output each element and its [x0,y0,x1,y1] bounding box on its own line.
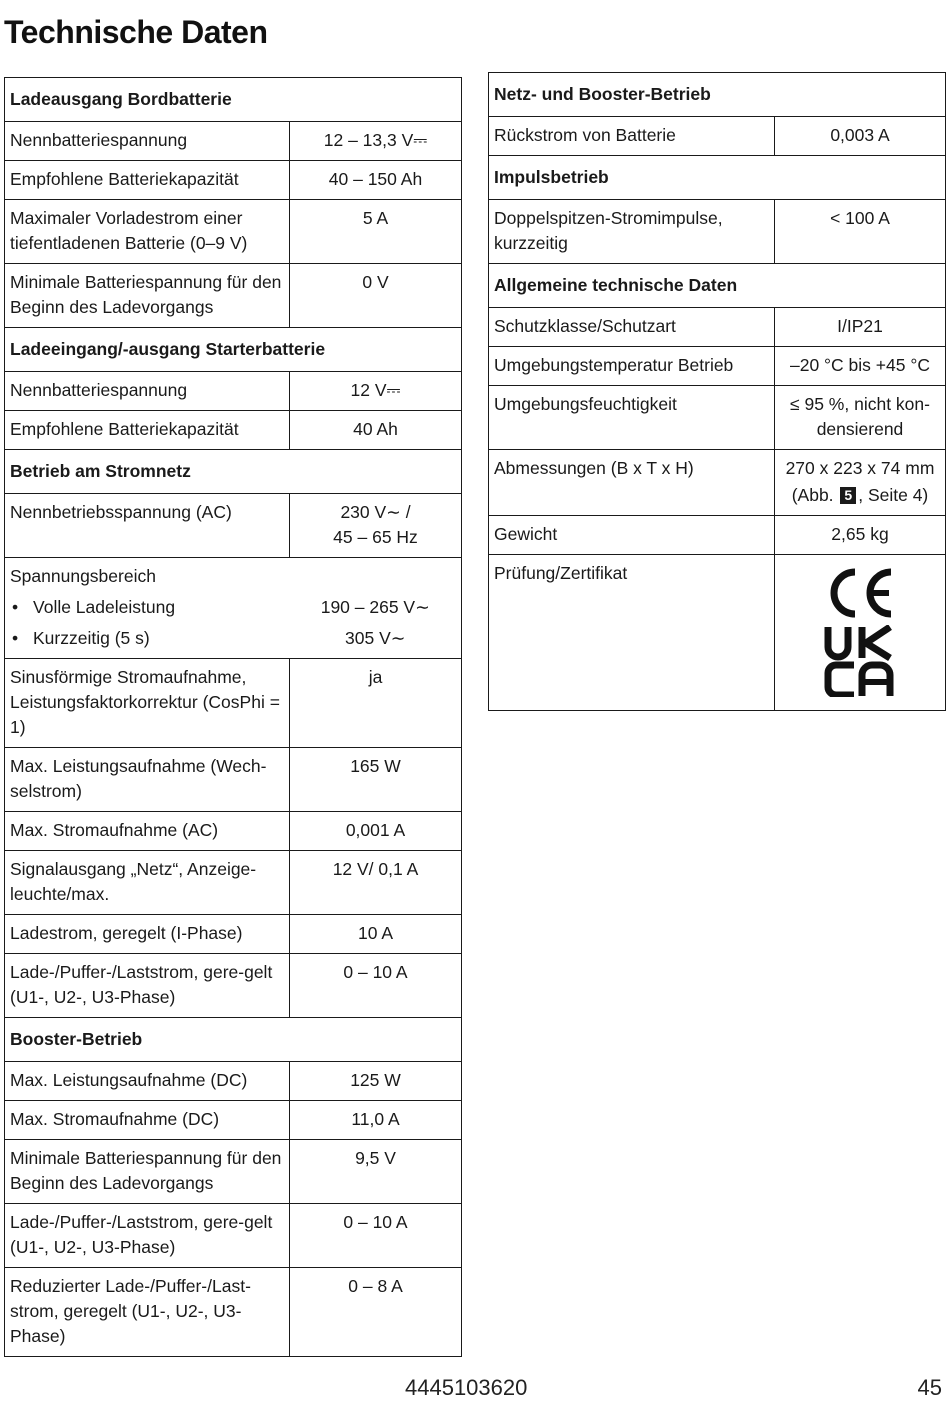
spec-label: Sinusförmige Stromaufnahme, Leistungsfaktorkorrektur (CosPhi = 1) [5,659,290,748]
spec-label: Empfohlene Batteriekapazität [5,161,290,200]
figure-ref-suffix: , Seite 4) [858,485,929,505]
spec-value: ja [290,659,462,748]
figure-ref-prefix: (Abb. [791,485,834,505]
spec-value: 11,0 A [290,1101,462,1140]
spec-label: Max. Stromaufnahme (AC) [5,812,290,851]
spec-value: I/IP21 [775,308,946,347]
spec-label: Lade-/Puffer-/Laststrom, gere-gelt (U1-, U2-, U3-Phase) [5,954,290,1018]
spec-row [5,748,462,812]
spec-label: Spannungsbereich [5,558,462,593]
spec-value: 0 – 8 A [290,1268,462,1357]
spec-row [5,851,462,915]
section-heading: Ladeeingang/-ausgang Starterbatterie [5,328,462,372]
spec-value: –20 °C bis +45 °C [775,347,946,386]
range-header-row [5,558,462,593]
spec-label: Signalausgang „Netz“, Anzeige-leuchte/max. [5,851,290,915]
spec-label: Max. Leistungsaufnahme (Wech-selstrom) [5,748,290,812]
range-item-label: Volle Ladeleistung [33,597,176,617]
spec-label: Abmessungen (B x T x H) [489,450,775,516]
spec-row [489,200,946,264]
spec-row [489,386,946,450]
spec-row [5,1268,462,1357]
spec-row [5,954,462,1018]
spec-row [5,264,462,328]
spec-value: 0 V [290,264,462,328]
spec-label: Prüfung/Zertifikat [489,555,775,711]
document-number: 4445103620 [405,1375,528,1400]
spec-label: Umgebungsfeuchtigkeit [489,386,775,450]
spec-label: Nennbatteriespannung [5,122,290,161]
spec-value: ≤ 95 %, nicht kon-densierend [775,386,946,450]
spec-row [489,347,946,386]
spec-label: Doppelspitzen-Stromimpulse, kurzzeitig [489,200,775,264]
section-header-row [5,450,462,494]
spec-value: 2,65 kg [775,516,946,555]
section-heading: Ladeausgang Bordbatterie [5,78,462,122]
spec-value: 9,5 V [290,1140,462,1204]
section-heading: Allgemeine technische Daten [489,264,946,308]
spec-row [489,308,946,347]
spec-label: Umgebungstemperatur Betrieb [489,347,775,386]
figure-number-badge: 5 [840,487,856,504]
left-spec-table [4,77,462,1357]
spec-row [5,161,462,200]
spec-label: Max. Leistungsaufnahme (DC) [5,1062,290,1101]
page-title: Technische Daten [4,14,268,50]
spec-row [5,659,462,748]
section-header-row [5,328,462,372]
spec-label: Gewicht [489,516,775,555]
spec-row [5,915,462,954]
spec-label: Rückstrom von Batterie [489,117,775,156]
spec-row [5,1101,462,1140]
range-item-value: 305 V∼ [290,623,462,659]
spec-value [775,450,946,516]
spec-value: 0 – 10 A [290,954,462,1018]
range-item-label-cell [5,592,290,623]
spec-value: 165 W [290,748,462,812]
section-header-row [489,264,946,308]
figure-reference [780,483,940,508]
spec-value: 12 V/ 0,1 A [290,851,462,915]
page-number: 45 [917,1375,942,1400]
spec-row [5,812,462,851]
spec-label: Empfohlene Batteriekapazität [5,411,290,450]
range-item-row [5,592,462,623]
section-heading: Booster-Betrieb [5,1018,462,1062]
spec-value: 12 – 13,3 V⎓ [290,122,462,161]
range-item-row [5,623,462,659]
spec-label: Reduzierter Lade-/Puffer-/Last-strom, geregelt (U1-, U2-, U3-Phase) [5,1268,290,1357]
spec-value: 125 W [290,1062,462,1101]
certification-marks [775,555,946,711]
spec-label: Lade-/Puffer-/Laststrom, gere-gelt (U1-, U2-, U3-Phase) [5,1204,290,1268]
range-item-value: 190 – 265 V∼ [290,592,462,623]
range-item-label: Kurzzeitig (5 s) [33,628,150,648]
right-spec-table [488,72,946,711]
spec-label: Nennbetriebsspannung (AC) [5,494,290,558]
section-heading: Impulsbetrieb [489,156,946,200]
spec-value: 0,003 A [775,117,946,156]
spec-value: 230 V∼ / 45 – 65 Hz [290,494,462,558]
spec-row [489,555,946,711]
spec-row [489,117,946,156]
spec-row [5,1140,462,1204]
section-heading: Betrieb am Stromnetz [5,450,462,494]
spec-value: 12 V⎓ [290,372,462,411]
spec-row [489,516,946,555]
spec-value: 5 A [290,200,462,264]
spec-row [489,450,946,516]
spec-row [5,122,462,161]
spec-row [5,411,462,450]
spec-value: 40 Ah [290,411,462,450]
spec-label: Schutzklasse/Schutzart [489,308,775,347]
ce-mark-icon [825,567,895,619]
spec-label: Max. Stromaufnahme (DC) [5,1101,290,1140]
section-heading: Netz- und Booster-Betrieb [489,73,946,117]
spec-row [5,1204,462,1268]
spec-row [5,494,462,558]
spec-label: Ladestrom, geregelt (I-Phase) [5,915,290,954]
spec-value: 40 – 150 Ah [290,161,462,200]
bullet-icon: • [12,628,19,648]
spec-label: Maximaler Vorladestrom einer tiefentladenen Batterie (0–9 V) [5,200,290,264]
section-header-row [5,1018,462,1062]
range-item-label-cell [5,623,290,659]
bullet-icon: • [12,597,19,617]
spec-value: 0 – 10 A [290,1204,462,1268]
ukca-mark-icon [824,625,896,697]
spec-row [5,200,462,264]
spec-row [5,372,462,411]
dimensions-value: 270 x 223 x 74 mm [785,458,935,478]
spec-label: Minimale Batteriespannung für den Beginn des Ladevorgangs [5,264,290,328]
section-header-row [489,156,946,200]
spec-value: < 100 A [775,200,946,264]
spec-row [5,1062,462,1101]
spec-value: 10 A [290,915,462,954]
spec-label: Minimale Batteriespannung für den Beginn des Ladevorgangs [5,1140,290,1204]
section-header-row [5,78,462,122]
spec-value: 0,001 A [290,812,462,851]
spec-label: Nennbatteriespannung [5,372,290,411]
section-header-row [489,73,946,117]
